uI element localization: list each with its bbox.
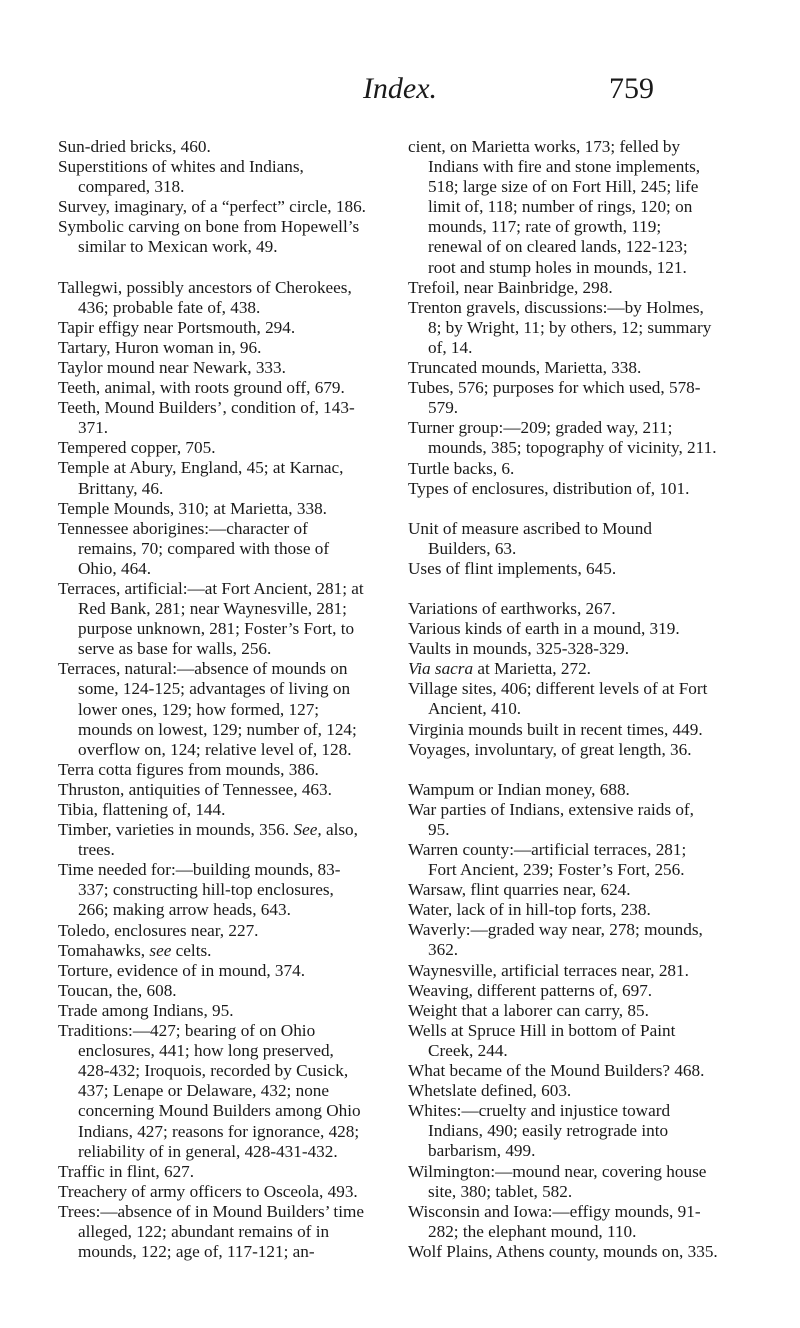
index-entry	[408, 780, 718, 800]
index-entry-italic: see	[149, 940, 172, 960]
index-entry	[408, 1202, 718, 1242]
index-entry	[408, 900, 718, 920]
index-entry-text: Turner group:—209; graded way, 211; mounds, 385; topography of vicinity, 211.	[408, 418, 717, 458]
index-entry-text: Terraces, natural:—absence of mounds on some, 124-125; advantages of living on lower ones, 129; how formed, 127; mounds on lowest, 129; number of, 124; overflow on, 124; relative level of, 128.	[58, 659, 357, 759]
index-entry	[58, 519, 368, 579]
index-entry	[58, 921, 368, 941]
index-entry	[58, 941, 368, 961]
index-entry	[408, 659, 718, 679]
index-entry	[408, 459, 718, 479]
index-entry-text: Treachery of army officers to Osceola, 493.	[58, 1181, 358, 1201]
index-entry	[408, 418, 718, 458]
index-entry-text: Wolf Plains, Athens county, mounds on, 335.	[408, 1241, 718, 1261]
page-header	[0, 72, 800, 112]
index-entry-text: Traffic in flint, 627.	[58, 1161, 195, 1181]
index-entry-text: Wisconsin and Iowa:—effigy mounds, 91-282; the elephant mound, 110.	[408, 1201, 701, 1241]
index-entry-text: Temple Mounds, 310; at Marietta, 338.	[58, 498, 327, 518]
index-entry-text: Wampum or Indian money, 688.	[408, 779, 630, 799]
index-column-right	[408, 137, 718, 1262]
index-entry-text: cient, on Marietta works, 173; felled by Indians with fire and stone implements, 518; large size of on Fort Hill, 245; life limit of, 118; number of rings, 120; on mounds, 117; rate of growth, 119; renewal of on cleared lands, 122-123; root and stump holes in mounds, 121.	[408, 137, 701, 277]
index-entry	[408, 519, 718, 559]
index-entry	[58, 659, 368, 759]
index-entry	[408, 880, 718, 900]
index-entry-text: Taylor mound near Newark, 333.	[58, 357, 286, 377]
index-entry	[408, 1081, 718, 1101]
index-entry-text: Types of enclosures, distribution of, 101.	[408, 478, 690, 498]
index-entry	[58, 398, 368, 438]
index-entry	[58, 378, 368, 398]
index-entry	[58, 1182, 368, 1202]
index-entry	[408, 479, 718, 499]
index-entry-text: Thruston, antiquities of Tennessee, 463.	[58, 779, 332, 799]
index-entry-text: Toledo, enclosures near, 227.	[58, 920, 259, 940]
index-entry-text: Tubes, 576; purposes for which used, 578-579.	[408, 378, 701, 418]
index-entry	[408, 1001, 718, 1021]
index-entry-text: Trees:—absence of in Mound Builders’ time alleged, 122; abundant remains of in mounds, 122; age of, 117-121; an-	[58, 1201, 364, 1262]
index-entry	[58, 217, 368, 257]
index-entry-text: Time needed for:—building mounds, 83-337; constructing hill-top enclosures, 266; making arrow heads, 643.	[58, 860, 341, 920]
index-entry	[58, 800, 368, 820]
index-entry-text: Temple at Abury, England, 45; at Karnac, Brittany, 46.	[58, 458, 344, 498]
index-entry-text: Survey, imaginary, of a “perfect” circle, 186.	[58, 197, 366, 217]
index-entry-text: Tibia, flattening of, 144.	[58, 800, 226, 819]
index-entry	[58, 1162, 368, 1182]
index-entry	[58, 780, 368, 800]
index-entry-text: at Marietta, 272.	[473, 659, 591, 679]
index-entry	[408, 720, 718, 740]
index-entry	[408, 1162, 718, 1202]
index-entry-text: Trefoil, near Bainbridge, 298.	[408, 277, 613, 297]
index-entry	[58, 438, 368, 458]
index-entry-text: Whites:—cruelty and injustice toward Indians, 490; easily retrograde into barbarism, 499.	[408, 1101, 671, 1161]
index-entry-text: Variations of earthworks, 267.	[408, 598, 616, 618]
index-entry	[408, 559, 718, 579]
index-entry-text: Voyages, involuntary, of great length, 36.	[408, 739, 692, 759]
index-entry-text: Wilmington:—mound near, covering house site, 380; tablet, 582.	[408, 1161, 707, 1201]
index-entry-text: Trade among Indians, 95.	[58, 1000, 234, 1020]
index-entry	[58, 981, 368, 1001]
index-entry	[58, 358, 368, 378]
index-entry-text: Turtle backs, 6.	[408, 458, 515, 478]
index-column-left	[58, 137, 368, 1262]
index-entry-text: Symbolic carving on bone from Hopewell’s similar to Mexican work, 49.	[58, 217, 360, 257]
index-entry-text: Uses of flint implements, 645.	[408, 558, 617, 578]
index-entry-text: Traditions:—427; bearing of on Ohio enclosures, 441; how long preserved, 428-432; Iroquois, recorded by Cusick, 437; Lenape or Delaware, 432; none concerning Mound Builders among Ohio Indians, 427; reasons for ignorance, 428; reliability of in general, 428-431-432.	[58, 1021, 361, 1161]
index-entry-text: Whetslate defined, 603.	[408, 1081, 572, 1101]
index-entry-text: Superstitions of whites and Indians, compared, 318.	[58, 157, 304, 197]
index-entry	[408, 1242, 718, 1262]
index-entry-text: Unit of measure ascribed to Mound Builders, 63.	[408, 518, 652, 558]
index-entry	[408, 137, 718, 278]
index-entry	[408, 961, 718, 981]
index-entry	[58, 1202, 368, 1262]
index-entry	[58, 197, 368, 217]
index-entry-text: Timber, varieties in mounds, 356.	[58, 820, 294, 840]
index-entry	[408, 800, 718, 840]
index-entry	[58, 1021, 368, 1162]
index-entry	[58, 318, 368, 338]
index-entry-text: Teeth, animal, with roots ground off, 679.	[58, 378, 345, 398]
index-entry	[408, 981, 718, 1001]
index-entry	[408, 740, 718, 760]
index-entry	[58, 820, 368, 860]
index-entry-text: Teeth, Mound Builders’, condition of, 143-371.	[58, 398, 355, 438]
index-entry	[408, 358, 718, 378]
index-entry-text: Tomahawks,	[58, 940, 150, 960]
index-entry-text: Toucan, the, 608.	[58, 980, 177, 1000]
index-entry	[408, 599, 718, 619]
index-entry-text: Tennessee aborigines:—character of remains, 70; compared with those of Ohio, 464.	[58, 518, 330, 578]
index-entry-text: Virginia mounds built in recent times, 449.	[408, 719, 703, 739]
index-entry	[58, 157, 368, 197]
index-entry	[408, 1101, 718, 1161]
index-entry-text: Waverly:—graded way near, 278; mounds, 362.	[408, 920, 703, 960]
index-entry	[408, 278, 718, 298]
index-entry	[408, 840, 718, 880]
index-entry	[408, 378, 718, 418]
index-entry	[58, 860, 368, 920]
index-entry	[408, 1021, 718, 1061]
index-entry-text: Trenton gravels, discussions:—by Holmes, 8; by Wright, 11; by others, 12; summary of, 14.	[408, 297, 712, 357]
index-entry-text: Terraces, artificial:—at Fort Ancient, 281; at Red Bank, 281; near Waynesville, 281; purpose unknown, 281; Foster’s Fort, to serve as base for walls, 256.	[58, 578, 364, 659]
index-entry	[408, 920, 718, 960]
index-entry	[408, 298, 718, 358]
page-number: 759	[609, 72, 654, 105]
index-entry-text: Water, lack of in hill-top forts, 238.	[408, 900, 651, 920]
index-entry	[58, 137, 368, 157]
index-entry-text: also, trees.	[78, 820, 358, 860]
index-entry-text: Sun-dried bricks, 460.	[58, 137, 211, 156]
index-entry-text: celts.	[171, 940, 212, 960]
index-entry-text: Village sites, 406; different levels of at Fort Ancient, 410.	[408, 679, 708, 719]
index-entry	[58, 499, 368, 519]
index-entry-text: Weaving, different patterns of, 697.	[408, 980, 653, 1000]
index-entry-text: Vaults in mounds, 325-328-329.	[408, 639, 630, 659]
index-entry	[408, 639, 718, 659]
index-entry	[58, 458, 368, 498]
index-entry-text: Various kinds of earth in a mound, 319.	[408, 619, 680, 639]
index-entry-text: Weight that a laborer can carry, 85.	[408, 1000, 649, 1020]
index-entry	[58, 278, 368, 318]
index-entry-text: Warsaw, flint quarries near, 624.	[408, 880, 631, 900]
index-entry-text: Tapir effigy near Portsmouth, 294.	[58, 317, 296, 337]
index-entry-text: Terra cotta figures from mounds, 386.	[58, 759, 319, 779]
index-entry	[408, 619, 718, 639]
index-entry-text: War parties of Indians, extensive raids of, 95.	[408, 799, 694, 839]
index-entry-text: Truncated mounds, Marietta, 338.	[408, 358, 642, 378]
index-entry-text: Tempered copper, 705.	[58, 438, 216, 458]
index-entry	[408, 1061, 718, 1081]
index-entry	[58, 760, 368, 780]
index-entry-text: What became of the Mound Builders? 468.	[408, 1061, 705, 1081]
index-entry	[408, 679, 718, 719]
running-title: Index.	[362, 72, 438, 105]
index-entry-italic: See,	[293, 820, 322, 840]
index-entry-italic: Via sacra	[408, 659, 474, 679]
index-entry-text: Torture, evidence of in mound, 374.	[58, 960, 305, 980]
index-entry-text: Wells at Spruce Hill in bottom of Paint Creek, 244.	[408, 1020, 676, 1060]
index-entry	[58, 579, 368, 659]
index-entry	[58, 338, 368, 358]
index-entry-text: Warren county:—artificial terraces, 281; Fort Ancient, 239; Foster’s Fort, 256.	[408, 840, 687, 880]
index-entry-text: Tallegwi, possibly ancestors of Cherokees, 436; probable fate of, 438.	[58, 277, 352, 317]
index-entry	[58, 1001, 368, 1021]
index-entry-text: Tartary, Huron woman in, 96.	[58, 337, 262, 357]
index-entry-text: Waynesville, artificial terraces near, 281.	[408, 960, 689, 980]
index-entry	[58, 961, 368, 981]
